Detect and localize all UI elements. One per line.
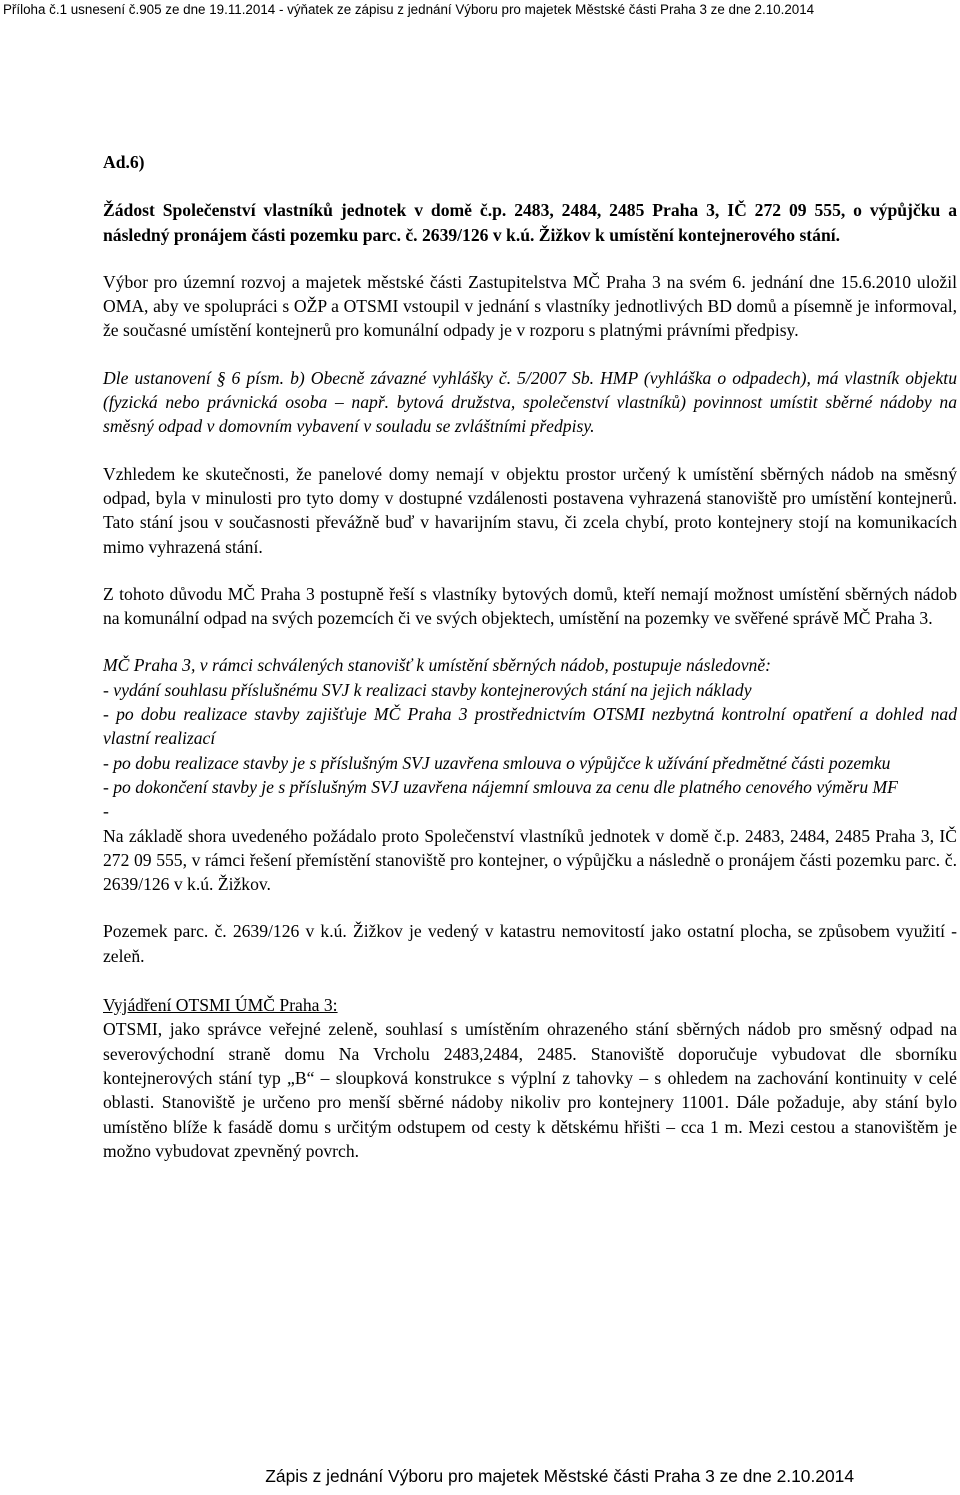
procedure-intro: MČ Praha 3, v rámci schválených stanovišť k umístění sběrných nádob, postupuje následovně: [103,655,771,676]
otsmi-statement-heading: Vyjádření OTSMI ÚMČ Praha 3: [103,995,338,1016]
paragraph-situation: Vzhledem ke skutečnosti, že panelové domy nemají v objektu prostor určený k umístění sběrných nádob na směsný odpad, byla v minulosti pro tyto domy v dostupné vzdálenosti postavena vyhrazená stanoviště pro umístění kontejnerů. Tato stání jsou v současnosti převážně buď v havarijním stavu, či zcela chybí, proto kontejnery stojí na komunikacích mimo vyhrazená stání. [103,463,957,557]
procedure-step: - [103,801,109,822]
otsmi-statement: OTSMI, jako správce veřejné zeleně, souhlasí s umístěním ohrazeného stání sběrných nádob pro směsný odpad na severovýchodní straně domu Na Vrcholu 2483,2484, 2485. Stanoviště doporučuje vybudovat dle sborníku kontejnerových stání typ „B“ – sloupková konstrukce s výplní z tahovky – s ohledem na zachování kontinuity v celé oblasti. Stanoviště je určeno pro menší sběrné nádoby nikoliv pro kontejnery 11001. Dále požaduje, aby stání bylo umístěno blíže k fasádě domu s určitým odstupem od cesty k dětskému hřišti – cca 1 m. Mezi cestou a stanovištěm je možno vybudovat zpevněný povrch. [103,1019,957,1161]
item-number: Ad.6) [103,152,145,172]
paragraph-committee-resolution: Výbor pro územní rozvoj a majetek městské části Zastupitelstva MČ Praha 3 na svém 6. jednání dne 15.6.2010 uložil OMA, aby ve spolupráci s OŽP a OTSMI vstoupil v jednání s vlastníky jednotlivých BD domů a písemně je informoval, že současné umístění kontejnerů pro komunální odpady je v rozporu s platnými právními předpisy. [103,271,957,341]
item-title: Žádost Společenství vlastníků jednotek v domě č.p. 2483, 2484, 2485 Praha 3, IČ 272 09 555, o výpůjčku a následný pronájem části pozemku parc. č. 2639/126 v k.ú. Žižkov k umístění kontejnerového stání. [103,200,957,245]
attachment-header: Příloha č.1 usnesení č.905 ze dne 19.11.2014 - výňatek ze zápisu z jednání Výboru pro majetek Městské části Praha 3 ze dne 2.10.2014 [3,2,815,17]
procedure-step: - vydání souhlasu příslušnému SVJ k realizaci stavby kontejnerových stání na jejich náklady [103,679,752,700]
paragraph-reason: Z tohoto důvodu MČ Praha 3 postupně řeší s vlastníky bytových domů, kteří nemají možnost umístění sběrných nádob na komunální odpad na svých pozemcích či ve svých objektech, umístění na pozemky ve svěřené správě MČ Praha 3. [103,583,957,629]
paragraph-land-parcel: Pozemek parc. č. 2639/126 v k.ú. Žižkov je vedený v katastru nemovitostí jako ostatní plocha, se způsobem využití - zeleň. [103,921,957,966]
page-footer: Zápis z jednání Výboru pro majetek Městské části Praha 3 ze dne 2.10.2014 [265,1466,854,1486]
procedure-step: - po dobu realizace stavby zajišťuje MČ Praha 3 prostřednictvím OTSMI nezbytná kontrolní opatření a dohled nad vlastní realizací [103,704,957,749]
procedure-step: - po dokončení stavby je s příslušným SVJ uzavřena nájemní smlouva za cenu dle platného cenového výměru MF [103,776,898,797]
procedure-step: - po dobu realizace stavby je s příslušným SVJ uzavřena smlouva o výpůjčce k užívání předmětné části pozemku [103,752,891,773]
document-body [103,150,957,1163]
procedure-section [103,653,957,823]
paragraph-request: Na základě shora uvedeného požádalo proto Společenství vlastníků jednotek v domě č.p. 2483, 2484, 2485 Praha 3, IČ 272 09 555, v rámci řešení přemístění stanoviště pro kontejner, o výpůjčku a následně o pronájem části pozemku parc. č. 2639/126 v k.ú. Žižkov. [103,825,957,895]
paragraph-legal-provision: Dle ustanovení § 6 písm. b) Obecně závazné vyhlášky č. 5/2007 Sb. HMP (vyhláška o odpadech), má vlastník objektu (fyzická nebo právnická osoba – např. bytová družstva, společenství vlastníků) povinnost umístit sběrné nádoby na směsný odpad v domovním vybavení v souladu se zvláštními předpisy. [103,367,957,437]
